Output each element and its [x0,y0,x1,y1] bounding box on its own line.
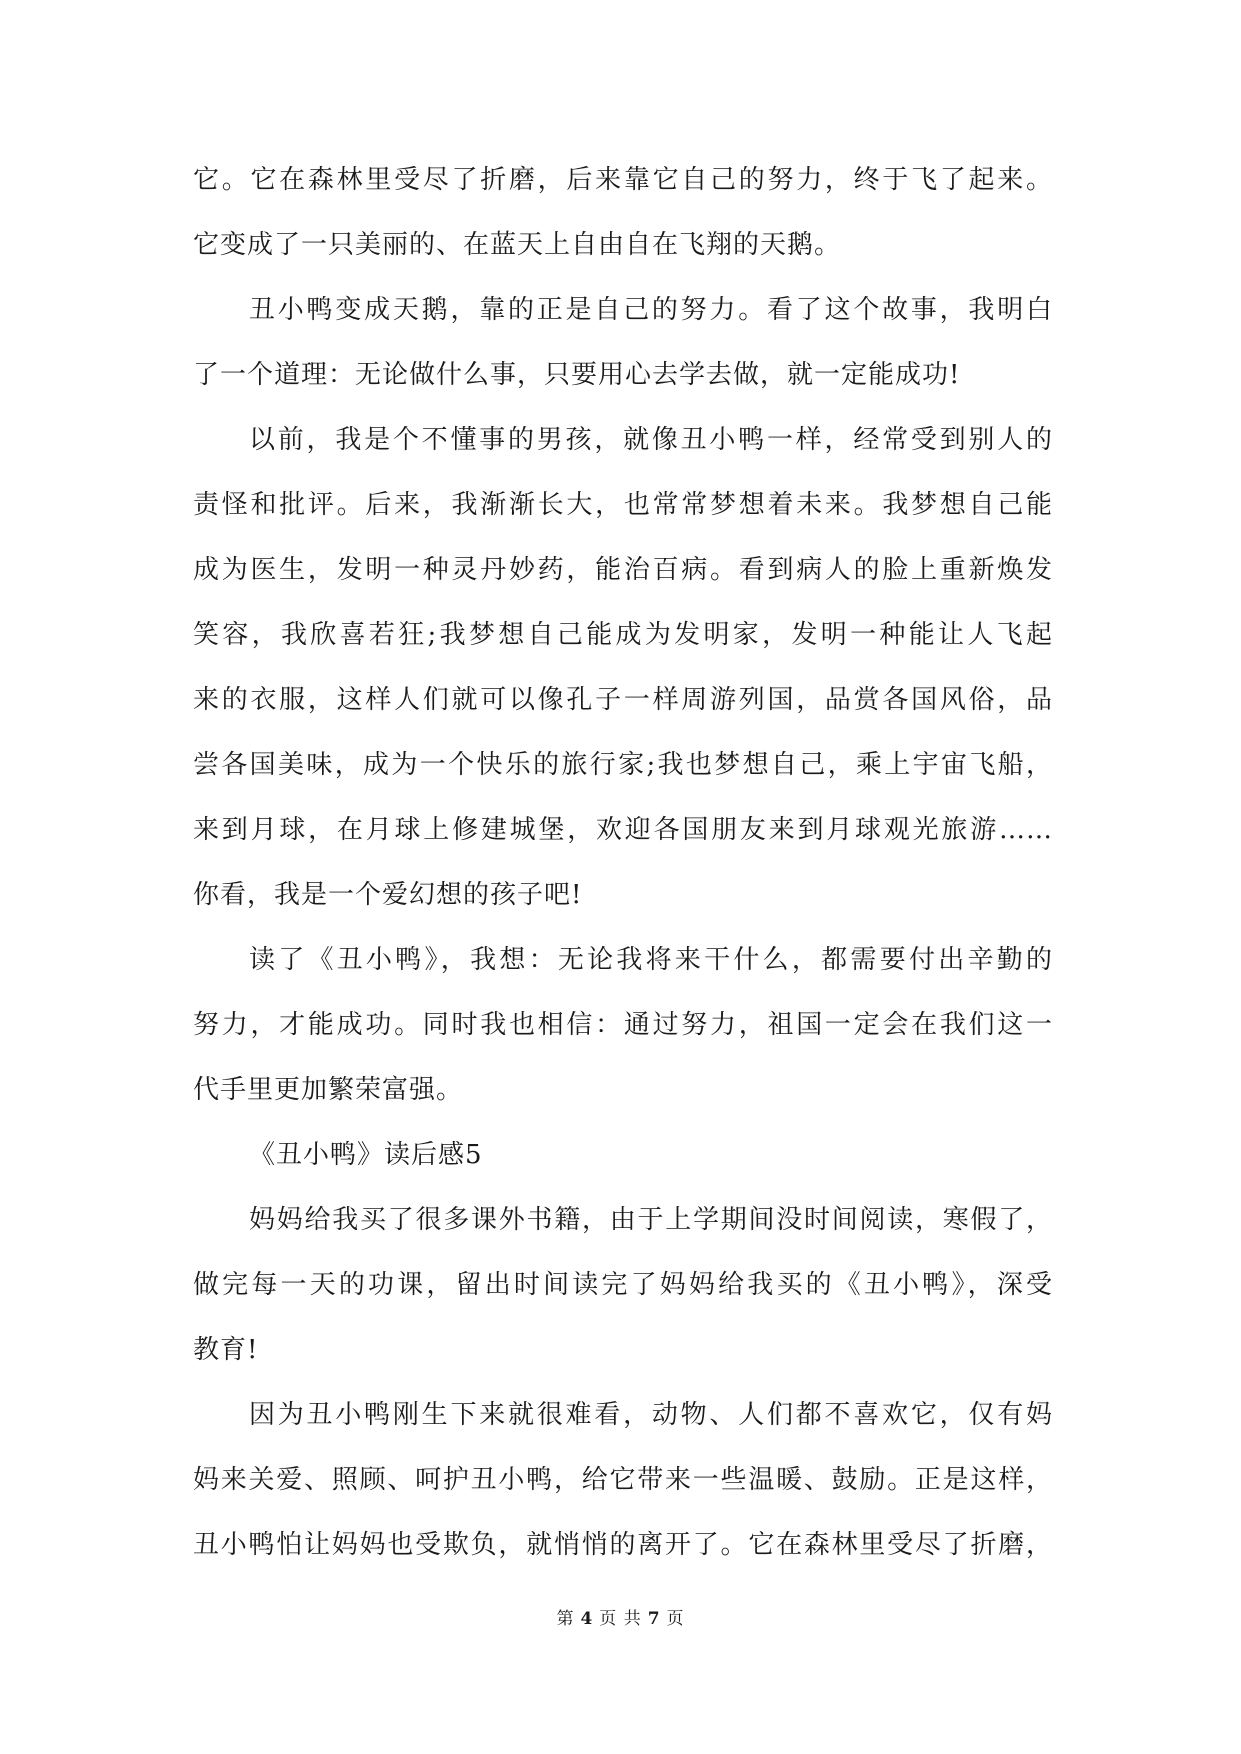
text-line: 妈妈给我买了很多课外书籍，由于上学期间没时间阅读，寒假了， [249,1205,1053,1235]
text-line: 你看，我是一个爱幻想的孩子吧! [193,880,583,910]
text-line: 因为丑小鸭刚生下来就很难看，动物、人们都不喜欢它，仅有妈 [249,1400,1053,1430]
text-line: 代手里更加繁荣富强。 [193,1075,464,1105]
text-line: 它变成了一只美丽的、在蓝天上自由自在飞翔的天鹅。 [193,230,842,260]
text-line: 了一个道理：无论做什么事，只要用心去学去做，就一定能成功! [193,360,961,390]
footer-current-page: 4 [580,1609,594,1629]
text-line: 来的衣服，这样人们就可以像孔子一样周游列国，品赏各国风俗，品 [193,685,1053,715]
footer-middle: 页 共 [599,1609,642,1629]
page-footer [0,1604,1241,1629]
text-line: 笑容，我欣喜若狂;我梦想自己能成为发明家，发明一种能让人飞起 [193,620,1053,650]
text-line: 来到月球，在月球上修建城堡，欢迎各国朋友来到月球观光旅游…… [193,815,1053,845]
text-line: 成为医生，发明一种灵丹妙药，能治百病。看到病人的脸上重新焕发 [193,555,1053,585]
footer-suffix: 页 [666,1609,685,1629]
text-line: 以前，我是个不懂事的男孩，就像丑小鸭一样，经常受到别人的 [249,425,1053,455]
text-line: 《丑小鸭》读后感5 [249,1140,483,1170]
text-line: 妈来关爱、照顾、呵护丑小鸭，给它带来一些温暖、鼓励。正是这样， [193,1465,1053,1495]
text-line: 丑小鸭怕让妈妈也受欺负，就悄悄的离开了。它在森林里受尽了折磨， [193,1530,1053,1560]
text-line: 努力，才能成功。同时我也相信：通过努力，祖国一定会在我们这一 [193,1010,1053,1040]
text-line: 读了《丑小鸭》，我想：无论我将来干什么，都需要付出辛勤的 [249,945,1053,975]
footer-prefix: 第 [556,1609,575,1629]
text-line: 尝各国美味，成为一个快乐的旅行家;我也梦想自己，乘上宇宙飞船， [193,750,1053,780]
text-line: 责怪和批评。后来，我渐渐长大，也常常梦想着未来。我梦想自己能 [193,490,1053,520]
body-text [193,148,1053,1578]
footer-total-pages: 7 [647,1609,661,1629]
text-line: 它。它在森林里受尽了折磨，后来靠它自己的努力，终于飞了起来。 [193,165,1053,195]
text-line: 做完每一天的功课，留出时间读完了妈妈给我买的《丑小鸭》，深受 [193,1270,1053,1300]
text-line: 丑小鸭变成天鹅，靠的正是自己的努力。看了这个故事，我明白 [249,295,1053,325]
text-line: 教育! [193,1335,259,1365]
